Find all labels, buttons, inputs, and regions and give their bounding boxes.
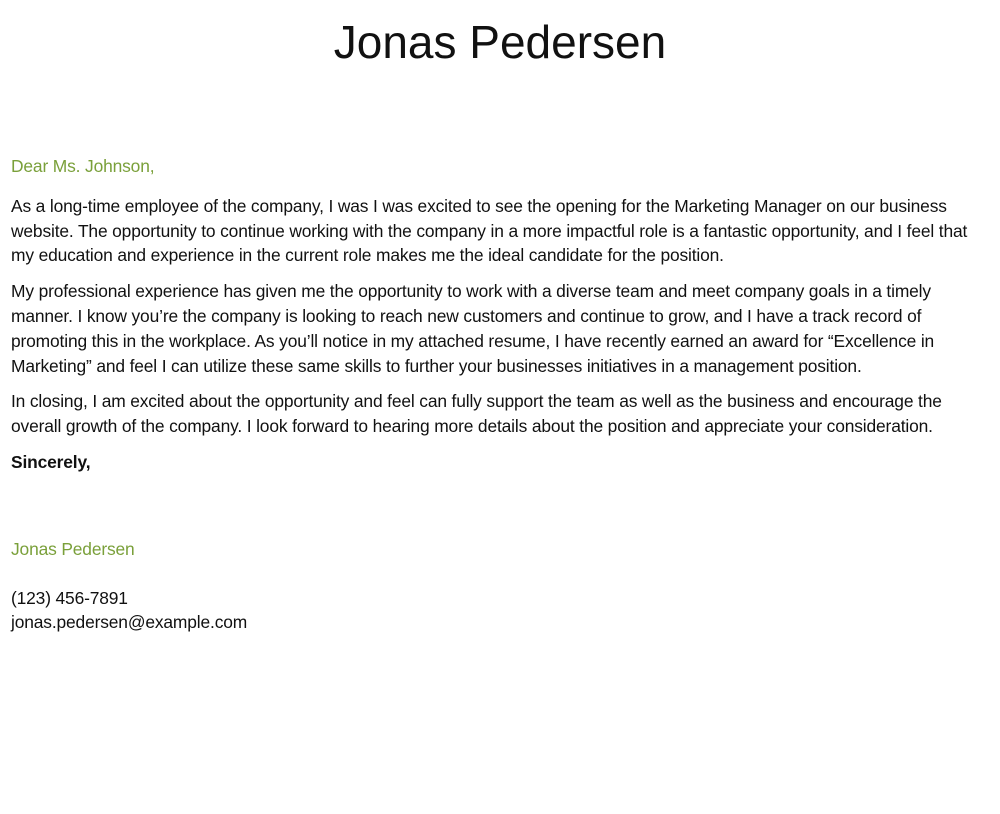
letter-body — [11, 154, 989, 635]
salutation: Dear Ms. Johnson, — [11, 156, 155, 176]
signature-name: Jonas Pedersen — [11, 538, 135, 559]
paragraph-experience: My professional experience has given me the opportunity to work with a diverse team and meet company goals in a timely manner. I know you’re the company is looking to reach new customers and continue to grow, and I have a track record of promoting this in the workplace. As you’ll notice in my attached resume, I have recently earned an award for “Excellence in Marketing” and feel I can utilize these same skills to further your businesses initiatives in a management position. — [11, 281, 935, 376]
email: jonas.pedersen@example.com — [11, 612, 248, 633]
phone: (123) 456-7891 — [11, 587, 128, 608]
paragraph-closing: In closing, I am excited about the opportunity and feel can fully support the team as well as the business and encourage the overall growth of the company. I look forward to hearing more details about the position and appreciate your consideration. — [11, 391, 942, 437]
closing: Sincerely, — [11, 451, 91, 472]
paragraph-intro: As a long-time employee of the company, I was I was excited to see the opening for the Marketing Manager on our business website. The opportunity to continue working with the company in a more impactful role is a fantastic opportunity, and I feel that my education and experience in the current role makes me the ideal candidate for the position. — [11, 195, 968, 266]
page-title: Jonas Pedersen — [333, 16, 667, 68]
